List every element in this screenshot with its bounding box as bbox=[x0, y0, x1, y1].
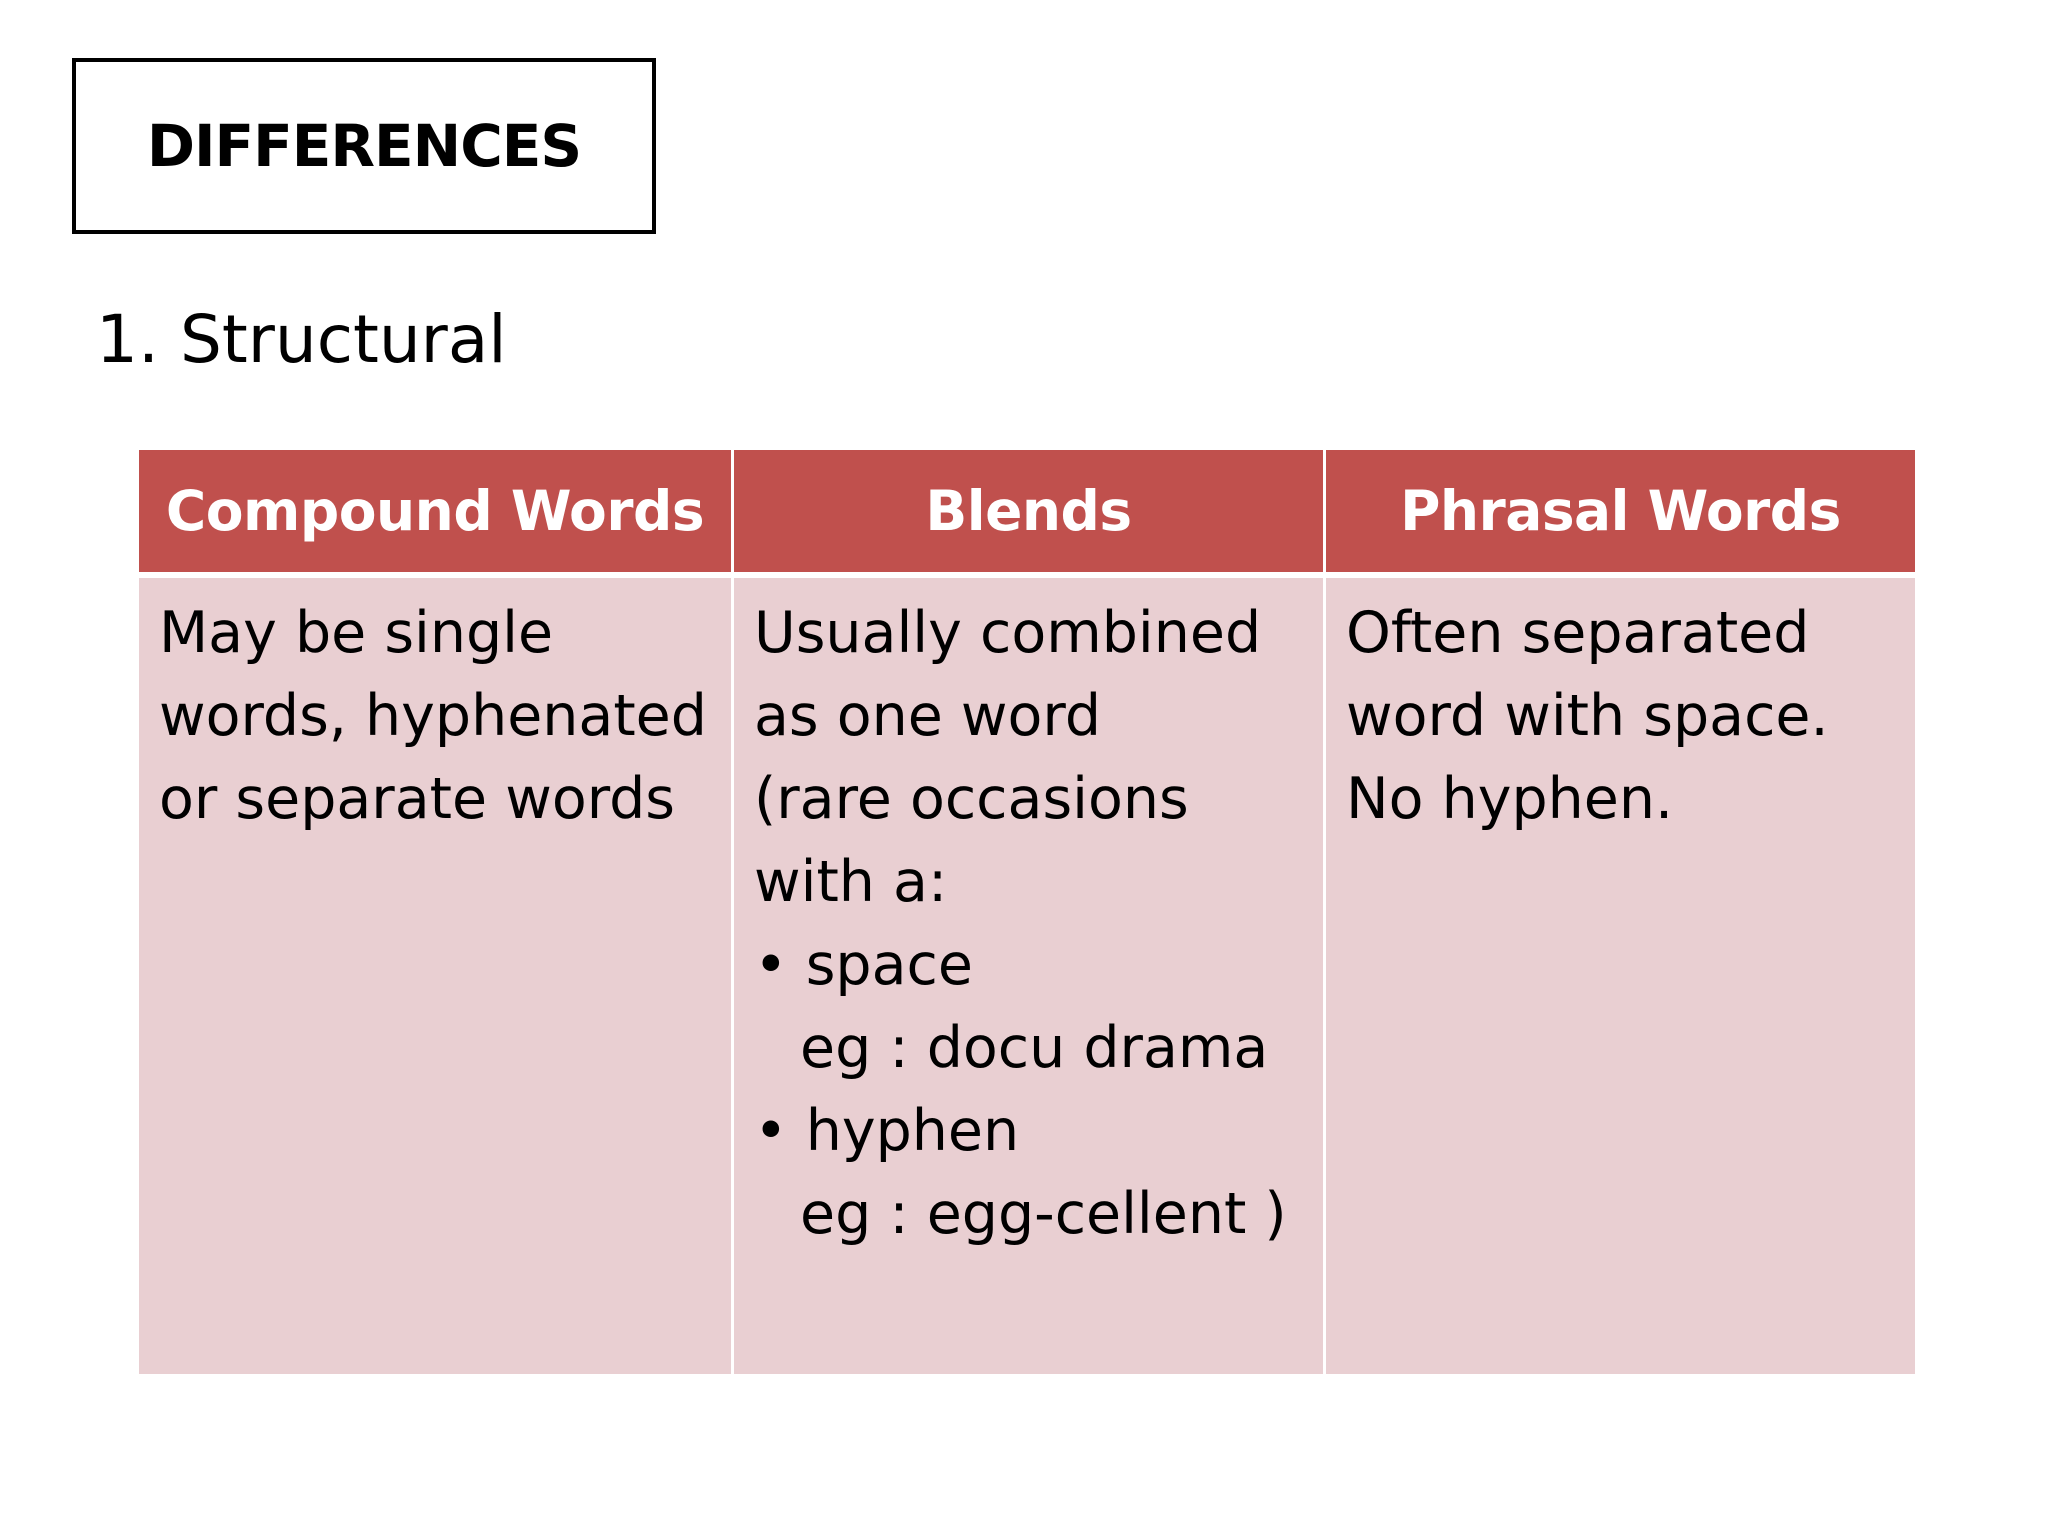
header-phrasal-words: Phrasal Words bbox=[1323, 450, 1915, 578]
title-box bbox=[72, 58, 656, 234]
cell-line: May be single bbox=[159, 600, 554, 666]
cell-blends bbox=[731, 578, 1323, 1374]
bullet-item-space: • space bbox=[754, 932, 973, 998]
cell-line: No hyphen. bbox=[1346, 766, 1674, 832]
slide-title: DIFFERENCES bbox=[146, 112, 582, 180]
cell-content bbox=[159, 578, 723, 841]
cell-line: with a: bbox=[754, 849, 948, 915]
cell-line: or separate words bbox=[159, 766, 676, 832]
cell-compound-words bbox=[139, 578, 731, 1374]
cell-line: words, hyphenated bbox=[159, 683, 707, 749]
table-header-row bbox=[139, 450, 1915, 578]
bullet-item-hyphen: • hyphen bbox=[754, 1098, 1020, 1164]
cell-line: Usually combined bbox=[754, 600, 1262, 666]
cell-phrasal-words bbox=[1323, 578, 1915, 1374]
comparison-table bbox=[139, 450, 1915, 1374]
cell-content bbox=[754, 578, 1315, 1256]
example-hyphen: eg : egg-cellent ) bbox=[800, 1181, 1287, 1247]
table-row bbox=[139, 578, 1915, 1374]
comparison-table-container bbox=[139, 450, 1915, 1374]
header-compound-words: Compound Words bbox=[139, 450, 731, 578]
section-heading: 1. Structural bbox=[96, 301, 507, 378]
cell-line: (rare occasions bbox=[754, 766, 1189, 832]
example-space: eg : docu drama bbox=[800, 1015, 1269, 1081]
header-blends: Blends bbox=[731, 450, 1323, 578]
cell-content bbox=[1346, 578, 1907, 841]
cell-line: Often separated bbox=[1346, 600, 1810, 666]
cell-line: as one word bbox=[754, 683, 1102, 749]
cell-line: word with space. bbox=[1346, 683, 1829, 749]
